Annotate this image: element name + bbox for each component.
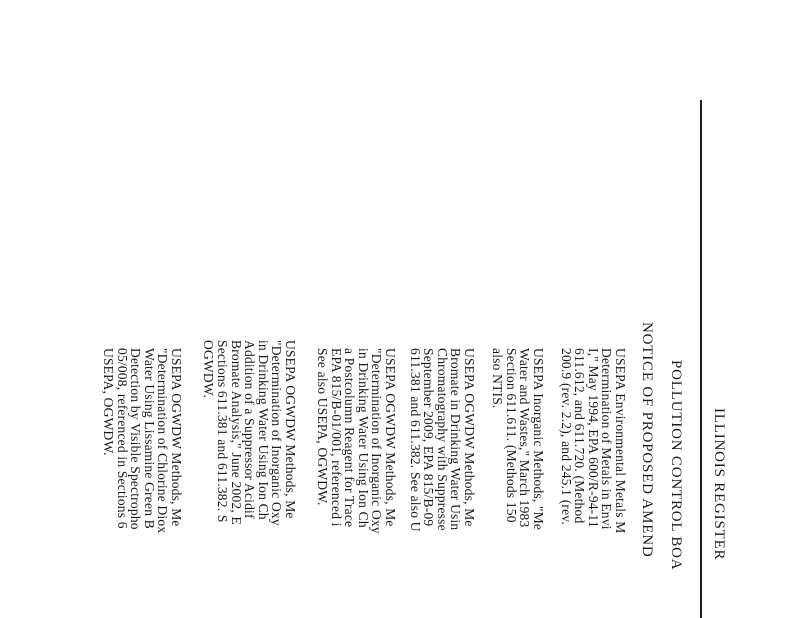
entry-line: "Determination of Inorganic Oxy: [369, 348, 385, 534]
register-title: ILLINOIS REGISTER: [711, 408, 727, 561]
entry-ogwdw-postcolumn-reagent: [315, 348, 397, 534]
entry-usepa-environmental-metals: [559, 348, 627, 533]
entry-line: EPA 815/B-01/001, referenced i: [328, 348, 344, 527]
entry-line: OGWDW.: [201, 340, 217, 399]
entry-line: USEPA Inorganic Methods, "Me: [531, 348, 546, 531]
entry-line: 200.9 (rev. 2.2), and 245.1 (rev.: [558, 348, 574, 525]
entry-line: See also USEPA, OGWDW.: [315, 348, 331, 506]
entry-line: 611.612, and 611.720. (Method: [572, 348, 588, 524]
entry-ogwdw-suppressor-acidified: [202, 340, 297, 526]
entry-line: Water and Wastes," March 1983: [517, 348, 533, 528]
entry-line: USEPA Environmental Metals M: [613, 348, 628, 534]
entry-line: "Determination of Chlorine Diox: [155, 348, 171, 534]
entry-line: USEPA OGWDW Methods, Me: [283, 340, 298, 519]
entry-ogwdw-chlorine-dioxide: [101, 348, 183, 533]
entry-line: Chromatography with Suppresse: [434, 348, 450, 531]
entry-usepa-inorganic-methods: [491, 348, 545, 530]
entry-line: Water Using Lissamine Green B: [141, 348, 157, 529]
entry-line: "Determination of Inorganic Oxy: [269, 340, 285, 526]
board-title: POLLUTION CONTROL BOA: [668, 360, 684, 571]
entry-line: in Drinking Water Using Ion Ch: [355, 348, 371, 528]
entry-line: Section 611.611. (Methods 150: [503, 348, 519, 523]
entry-line: also NTIS.: [490, 348, 506, 409]
entry-line: I," May 1994, EPA 600/R-94-11: [585, 348, 601, 528]
entry-line: in Drinking Water Using Ion Ch: [255, 340, 271, 520]
entry-line: USEPA OGWDW Methods, Me: [169, 348, 184, 527]
entry-line: Detection by Visible Spectropho: [128, 348, 144, 530]
notice-title: NOTICE OF PROPOSED AMEND: [639, 322, 655, 558]
entry-line: 611.381 and 611.382. See also U: [407, 348, 423, 532]
entry-ogwdw-bromate-chromatography: [408, 348, 476, 532]
header-divider-line: [700, 100, 702, 618]
entry-line: Sections 611.381 and 611.382. S: [215, 340, 231, 523]
entry-line: a Postcolumn Reagent for Trace: [342, 348, 358, 528]
entry-line: Bromate Analysis," June 2002, E: [228, 340, 244, 525]
entry-line: USEPA, OGWDW.: [101, 348, 117, 456]
entry-line: Addition of a Suppressor Acidif: [242, 340, 258, 519]
entry-line: September 2009, EPA 815/B-09: [421, 348, 437, 527]
entry-line: 05/008, referenced in Sections 6: [114, 348, 130, 529]
entry-line: USEPA OGWDW Methods, Me: [383, 348, 398, 527]
entry-line: USEPA OGWDW Methods, Me: [462, 348, 477, 527]
entry-line: Bromate in Drinking Water Usin: [448, 348, 464, 531]
entry-line: Determination of Metals in Envi: [599, 348, 615, 530]
